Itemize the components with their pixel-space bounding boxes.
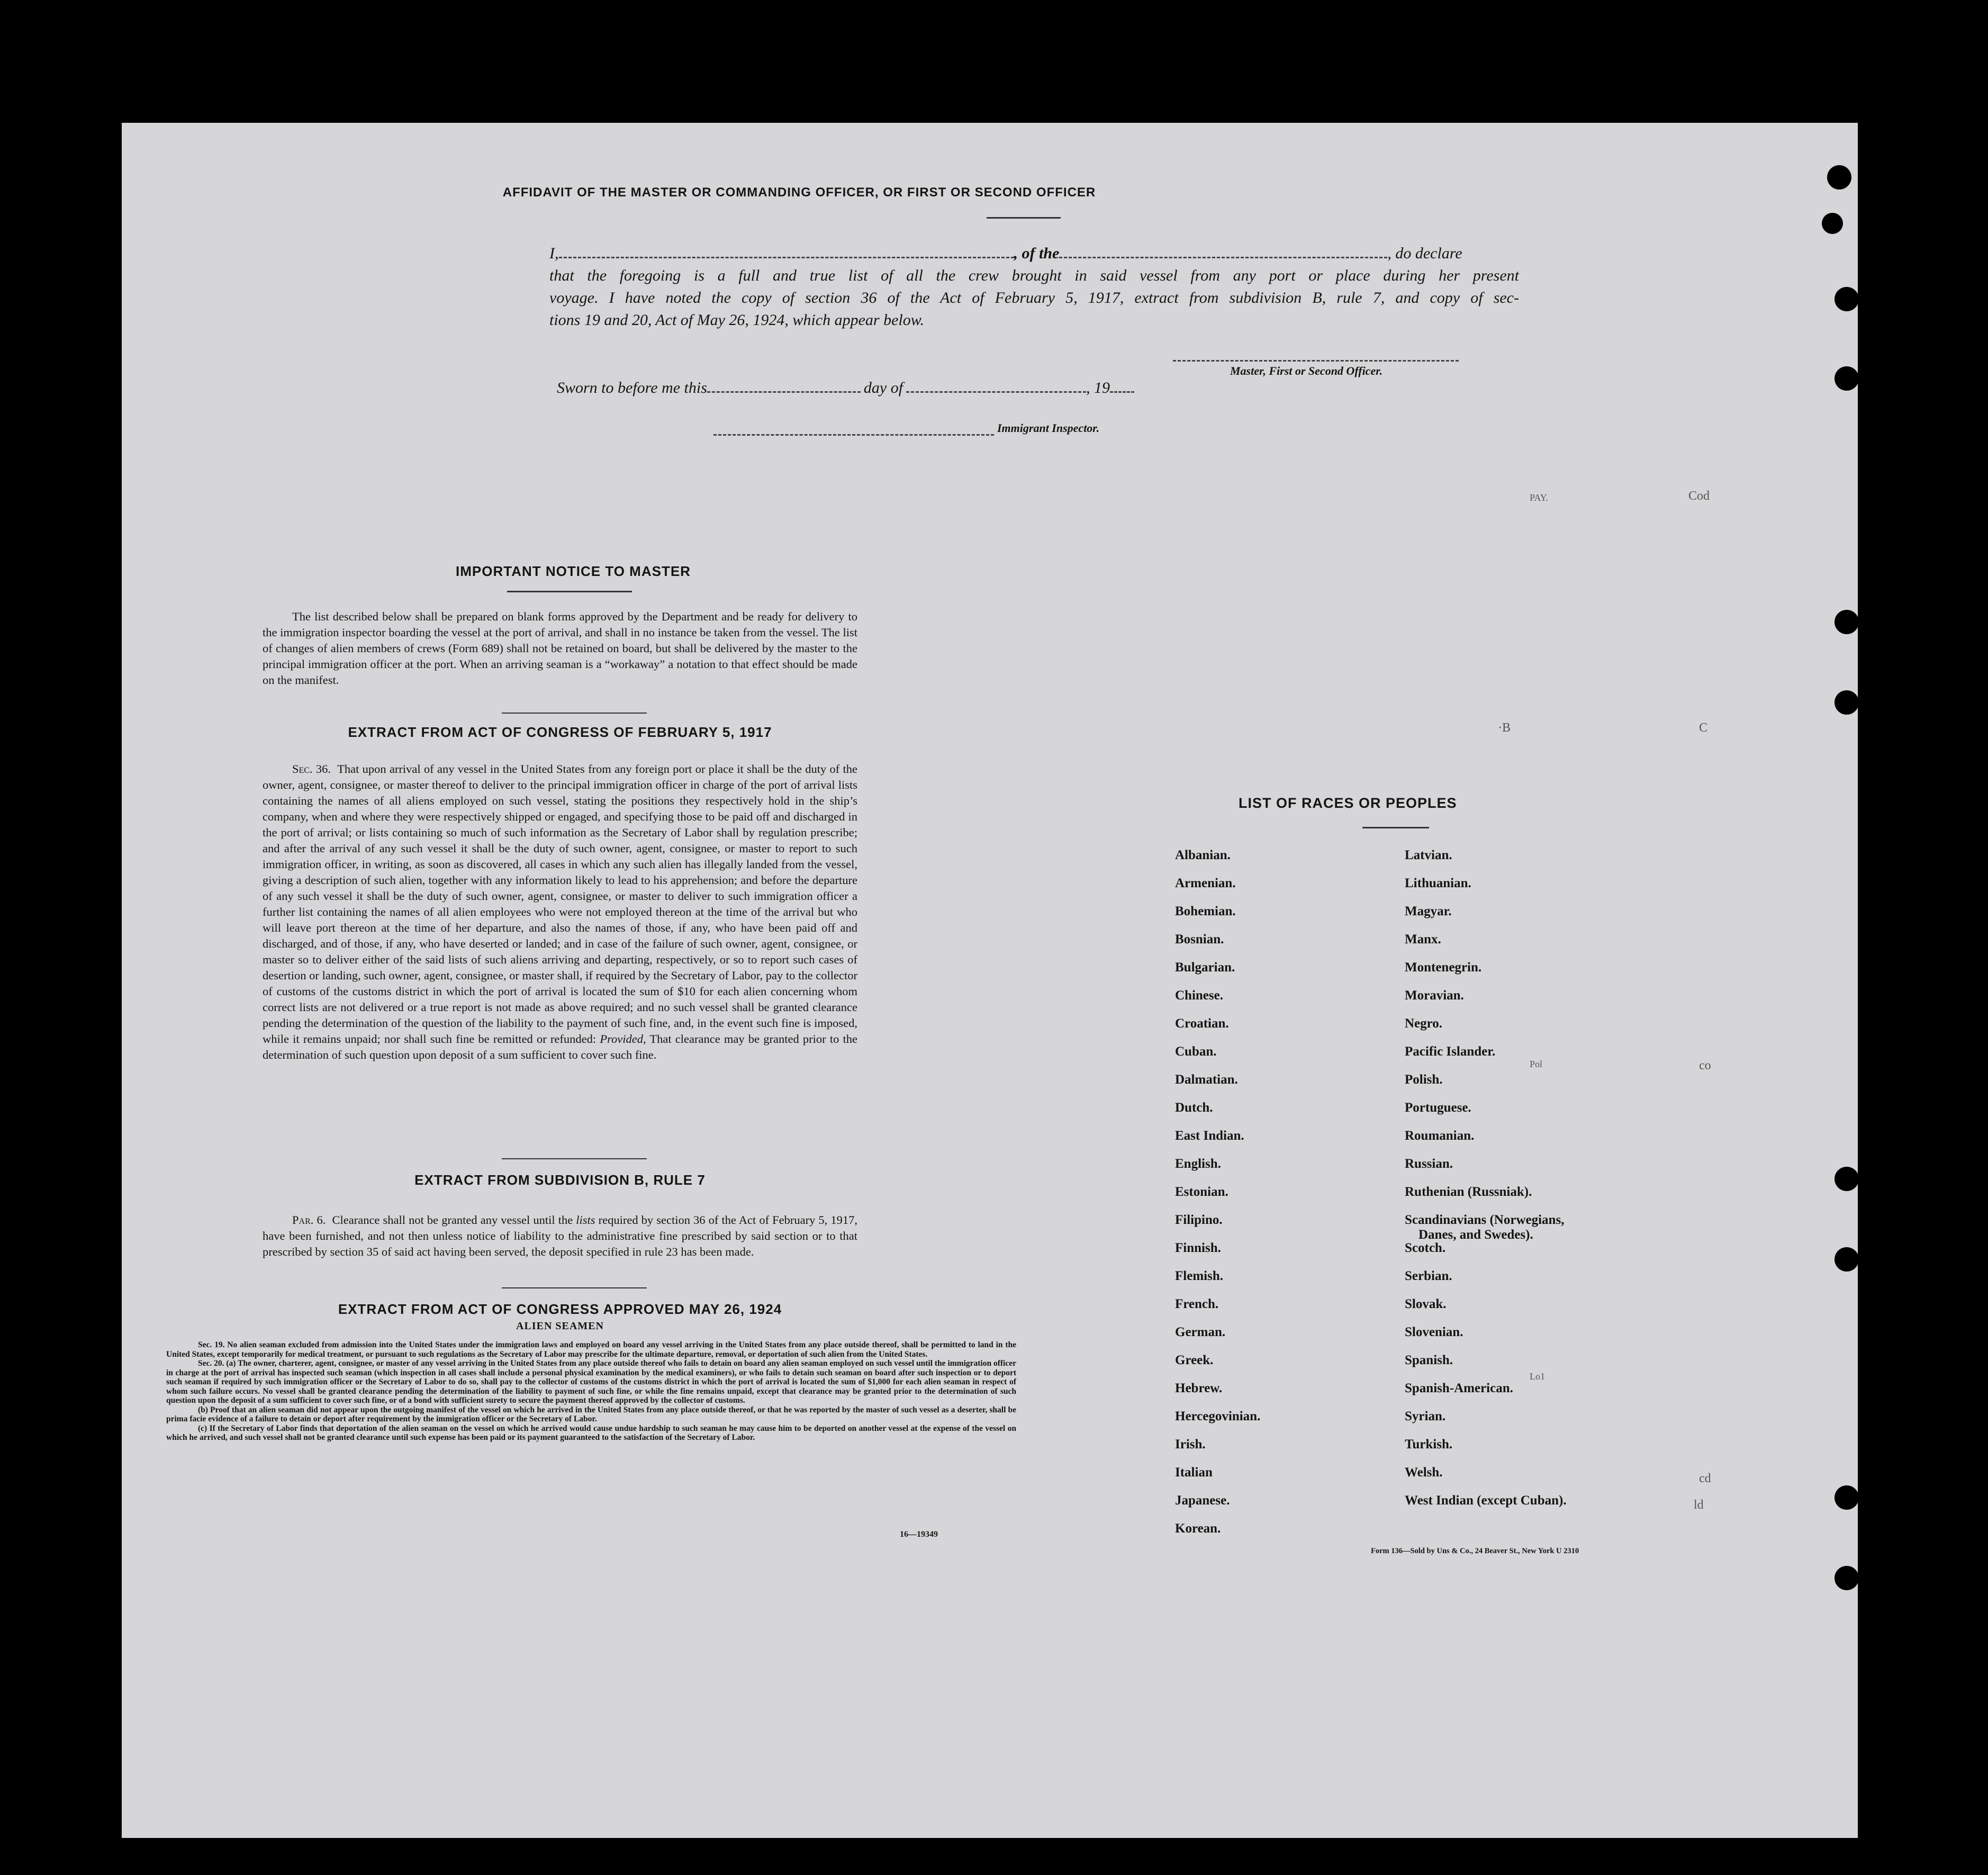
punch-hole (1827, 165, 1851, 190)
race-item: Korean. (1175, 1521, 1221, 1536)
extract1917-provided: Provided, (600, 1032, 646, 1045)
race-item: Scotch. (1405, 1241, 1446, 1255)
race-item: Danes, and Swedes). (1418, 1228, 1533, 1242)
race-item: Roumanian. (1405, 1129, 1475, 1143)
margin-mark: Pol (1530, 1059, 1543, 1069)
affidavit-of-the: , of the (1014, 245, 1060, 262)
race-item: West Indian (except Cuban). (1405, 1493, 1567, 1508)
races-underline (1362, 827, 1429, 828)
race-item: Hercegovinian. (1175, 1409, 1261, 1423)
race-item: Russian. (1405, 1157, 1453, 1171)
sworn-day-of: day of (863, 379, 903, 396)
punch-hole (1835, 1167, 1859, 1191)
sworn-line (557, 379, 1134, 397)
punch-hole (1835, 690, 1859, 715)
margin-mark: cd (1699, 1472, 1711, 1485)
subdivision-text-b: required by section 36 of the Act of February 5, 1917, have been furnished, and not then unless notice of liability to the administrative fine prescribed by said section or to that prescribed by section 35 of said act having been served, the deposit specified in rule 23 has been made. (263, 1213, 858, 1258)
extract1917-title: EXTRACT FROM ACT OF CONGRESS OF FEBRUARY 5, 1917 (348, 724, 772, 740)
race-item: Flemish. (1175, 1269, 1223, 1283)
race-item: Magyar. (1405, 904, 1452, 918)
race-item: Manx. (1405, 932, 1441, 946)
form-code: 16—19349 (900, 1530, 938, 1539)
punch-hole (1835, 1566, 1859, 1590)
master-signature-line[interactable] (1173, 360, 1459, 362)
race-item: German. (1175, 1325, 1226, 1339)
extract1917-sec: Sec. 36. (292, 762, 331, 776)
race-item: Chinese. (1175, 988, 1223, 1003)
race-item: Greek. (1175, 1353, 1214, 1367)
race-item: English. (1175, 1157, 1221, 1171)
race-item: Dalmatian. (1175, 1072, 1238, 1087)
punch-hole (1835, 610, 1859, 634)
affidavit-title: AFFIDAVIT OF THE MASTER OR COMMANDING OFFICER, OR FIRST OR SECOND OFFICER (502, 185, 1096, 200)
margin-mark: ·B (1498, 721, 1511, 735)
title-underline (987, 217, 1061, 219)
extract1917-text-end: That clearance may be granted prior to the determination of such question upon deposit of a sum sufficient to cover such fine. (263, 1032, 857, 1061)
race-item: Hebrew. (1175, 1381, 1223, 1395)
race-item: Bulgarian. (1175, 960, 1235, 975)
punch-hole (1835, 366, 1859, 391)
margin-mark: co (1699, 1059, 1711, 1072)
races-title: LIST OF RACES OR PEOPLES (1239, 795, 1457, 811)
punch-hole (1835, 1247, 1859, 1272)
race-item: Scandinavians (Norwegians, (1405, 1213, 1565, 1227)
affidavit-line3: voyage. I have noted the copy of section 36 of the Act of February 5, 1917, extract from subdivision B, rule 7, and copy of sec- (549, 289, 1519, 307)
race-item: Finnish. (1175, 1241, 1221, 1255)
extract1924-sec20b: (b) Proof that an alien seaman did not appear upon the outgoing manifest of the vessel on which he arrived in the United States from any place outside thereof, or that he was reported by the master of such vessel as a deserter, shall be prima facie evidence of a failure to detain or deport after requirement by the immigration officer or the Secretary of Labor. (166, 1405, 1016, 1423)
subdivision-par: Par. 6. (292, 1213, 326, 1227)
margin-mark: PAY. (1530, 492, 1548, 503)
race-item: Armenian. (1175, 876, 1236, 890)
notice-underline (507, 591, 632, 592)
sworn-year: , 19 (1086, 379, 1110, 396)
race-item: Estonian. (1175, 1185, 1228, 1199)
vessel-blank[interactable] (1059, 256, 1387, 258)
extract1924-sec20c: (c) If the Secretary of Labor finds that deportation of the alien seaman on the vessel on which he arrived would cause undue hardship to such seaman he may cause him to be deported on another vessel at the expense of the vessel on which he arrived, and such vessel shall not be granted clearance until such expense has been paid or its payment guaranteed to the satisfaction of the Secretary of Labor. (166, 1423, 1016, 1442)
race-item: Slovenian. (1405, 1325, 1463, 1339)
race-item: Pacific Islander. (1405, 1044, 1496, 1059)
document-page (122, 123, 1858, 1838)
race-item: Welsh. (1405, 1465, 1443, 1480)
race-item: Croatian. (1175, 1016, 1229, 1031)
subdivision-text-a: Clearance shall not be granted any vessel until the (332, 1213, 573, 1227)
divider (502, 1287, 647, 1288)
race-item: Albanian. (1175, 848, 1231, 862)
race-item: Portuguese. (1405, 1101, 1471, 1115)
race-item: Italian (1175, 1465, 1213, 1480)
subdivision-lists: lists (576, 1213, 595, 1227)
notice-title: IMPORTANT NOTICE TO MASTER (456, 563, 691, 579)
race-item: Irish. (1175, 1437, 1206, 1452)
race-item: Moravian. (1405, 988, 1464, 1003)
race-item: Serbian. (1405, 1269, 1452, 1283)
divider (502, 1158, 647, 1159)
race-item: Cuban. (1175, 1044, 1217, 1059)
extract1924-sec20a: Sec. 20. (a) The owner, charterer, agent, consignee, or master of any vessel arriving in the United States from any place outside thereof who fails to detain on board any alien seaman employed on such vessel until the immigration officer in charge at the port of arrival has inspected such seaman (which inspection in all cases shall include a personal physical examination by the medical examiners), or who fails to detain such seaman on board after such inspection or to deport such seaman if required by such immigration officer or the Secretary of Labor to do so, shall pay to the collector of customs of the customs district in which the port of arrival is located the sum of $1,000 for each alien seaman in respect of whom such failure occurs. No vessel shall be granted clearance pending the determination of the liability to payment of such fine, or while the fine remains unpaid, except that clearance may be granted prior to the determination of such question upon the deposit of a sum sufficient to cover such fine, or of a bond with sufficient surety to secure the payment thereof approved by the collector of customs. (166, 1359, 1016, 1405)
margin-mark: C (1699, 721, 1708, 735)
race-item: Lithuanian. (1405, 876, 1471, 890)
race-item: East Indian. (1175, 1129, 1244, 1143)
margin-mark: Lo1 (1530, 1371, 1545, 1382)
race-item: Japanese. (1175, 1493, 1230, 1508)
race-item: Polish. (1405, 1072, 1443, 1087)
punch-hole (1822, 213, 1843, 234)
punch-hole (1835, 1485, 1859, 1510)
race-item: Bohemian. (1175, 904, 1236, 918)
race-item: Latvian. (1405, 848, 1452, 862)
margin-mark: Cod (1688, 489, 1710, 503)
race-item: Dutch. (1175, 1101, 1213, 1115)
sworn-day-blank[interactable] (707, 391, 861, 393)
race-item: Slovak. (1405, 1297, 1447, 1311)
form-footer: Form 136—Sold by Uns & Co., 24 Beaver St., New York U 2310 (1371, 1547, 1579, 1555)
subdivision-title: EXTRACT FROM SUBDIVISION B, RULE 7 (414, 1172, 706, 1188)
affidavit-text (549, 242, 1519, 331)
affidavit-i: I, (549, 245, 559, 262)
extract1924-title: EXTRACT FROM ACT OF CONGRESS APPROVED MAY 26, 1924 (338, 1301, 782, 1317)
race-item: Bosnian. (1175, 932, 1224, 946)
race-item: Ruthenian (Russniak). (1405, 1185, 1532, 1199)
race-item: Turkish. (1405, 1437, 1453, 1452)
inspector-label: Immigrant Inspector. (997, 421, 1100, 435)
extract1924-sec19: Sec. 19. No alien seaman excluded from admission into the United States under the immigration laws and employed on board any vessel arriving in the United States from any place outside thereof, shall be permitted to land in the United States, except temporarily for medical treatment, or pursuant to such regulations as the Secretary of Labor may prescribe for the ultimate departure, removal, or deportation of such alien from the United States. (166, 1340, 1016, 1359)
sworn-year-blank[interactable] (1110, 391, 1134, 393)
extract1917-body (263, 761, 857, 1063)
race-item: Spanish. (1405, 1353, 1453, 1367)
margin-mark: ld (1694, 1498, 1704, 1512)
punch-hole (1835, 287, 1859, 311)
race-item: Filipino. (1175, 1213, 1223, 1227)
master-signature-label: Master, First or Second Officer. (1230, 364, 1383, 377)
divider (502, 713, 647, 714)
affidavit-line2: that the foregoing is a full and true list of all the crew brought in said vessel from any port or place during her present (549, 267, 1519, 284)
race-item: French. (1175, 1297, 1219, 1311)
subdivision-body (263, 1212, 857, 1260)
name-blank[interactable] (559, 256, 1014, 258)
race-item: Spanish-American. (1405, 1381, 1513, 1395)
notice-body: The list described below shall be prepared on blank forms approved by the Department and be ready for delivery to the immigration inspector boarding the vessel at the port of arrival, and shall in no instance be taken from the vessel. The list of changes of alien members of crews (Form 689) shall not be retained on board, but shall be delivered by the master to the principal immigration officer at the port. When an arriving seaman is a “workaway” a notation to that effect should be made on the manifest. (263, 610, 857, 687)
race-item: Negro. (1405, 1016, 1443, 1031)
affidavit-line4: tions 19 and 20, Act of May 26, 1924, which appear below. (549, 311, 925, 329)
extract1924-subtitle: ALIEN SEAMEN (516, 1320, 604, 1332)
race-item: Montenegrin. (1405, 960, 1482, 975)
extract1917-text: That upon arrival of any vessel in the United States from any foreign port or place it shall be the duty of the owner, agent, consignee, or master thereof to deliver to the principal immigration officer in charge of the port of arrival lists containing the names of all aliens employed on such vessel, stating the positions they respectively hold in the ship’s company, when and where they were respectively shipped or engaged, and specifying those to be paid off and discharged in the port of arrival; or lists containing so much of such information as the Secretary of Labor shall by regulation prescribe; and after the arrival of any such vessel it shall be the duty of such owner, agent, consignee, or master to report to such immigration officer, in writing, as soon as discovered, all cases in which any such alien has illegally landed from the vessel, giving a description of such alien, together with any information likely to lead to his apprehension; and before the departure of any such vessel it shall be the duty of such owner, agent, consignee, or master to deliver to such immigration officer a further list containing the names of all alien employees who were not employed thereon at the time of the arrival but who will leave port thereon at the time of her departure, and also the names of those, if any, who have been paid off and discharged, and of those, if any, who have deserted or landed; and in case of the failure of such owner, agent, consignee, or master so to deliver either of the said lists of such aliens arriving and departing, respectively, or so to report such cases of desertion or landing, such owner, agent, consignee, or master shall, if required by the Secretary of Labor, pay to the collector of customs of the customs district in which the port of arrival is located the sum of $10 for each alien concerning whom correct lists are not delivered or a true report is not made as above required; and no such vessel shall be granted clearance pending the determination of the question of the liability to the payment of such fine, and, in the event such fine is imposed, while it remains unpaid; nor shall such fine be remitted or refunded: (263, 762, 858, 1045)
sworn-prefix: Sworn to before me this (557, 379, 707, 396)
extract1924-body (166, 1340, 1016, 1443)
inspector-signature-line[interactable] (713, 434, 994, 436)
race-item: Syrian. (1405, 1409, 1446, 1423)
affidavit-declare: , do declare (1387, 245, 1462, 262)
sworn-month-blank[interactable] (906, 391, 1086, 393)
